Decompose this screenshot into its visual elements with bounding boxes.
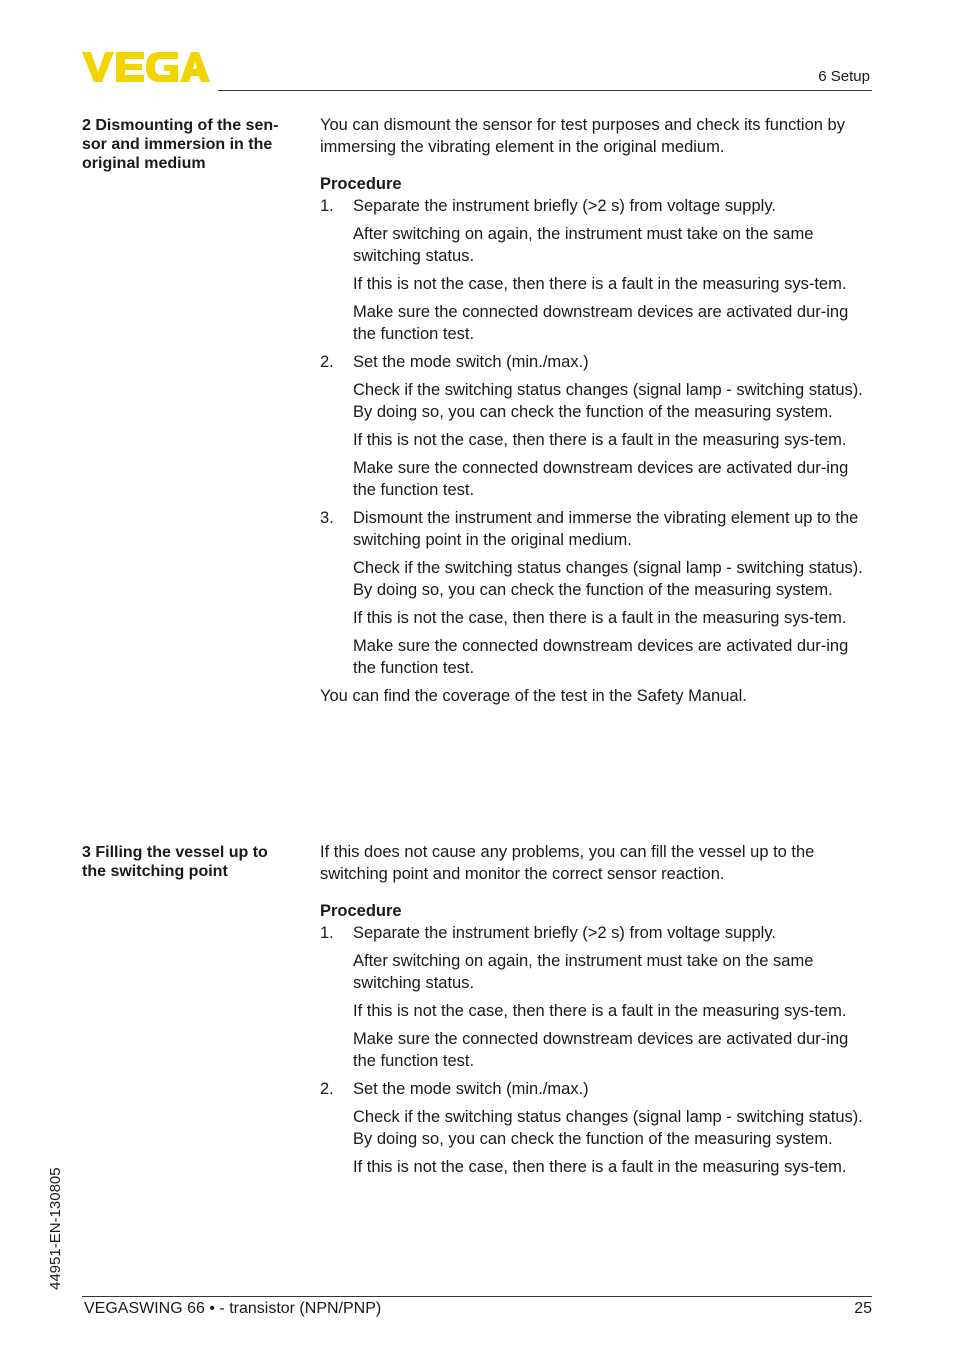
header-section-title: 6 Setup [818, 68, 870, 85]
section-heading [82, 116, 310, 173]
footer-product: VEGASWING 66 • - transistor (NPN/PNP) [84, 1300, 382, 1317]
heading-line: 2 Dismounting of the sen- [82, 117, 279, 134]
step-detail: Make sure the connected downstream devices are activated dur-ing the function test. [353, 303, 849, 343]
section-body [320, 114, 875, 707]
step-text: Set the mode switch (min./max.) [353, 1080, 589, 1098]
section-body [320, 841, 875, 1184]
step-detail: Check if the switching status changes (signal lamp - switching status). By doing so, you can check the function of the measuring system. [353, 381, 863, 421]
heading-line: the switching point [82, 863, 228, 880]
intro-paragraph: You can dismount the sensor for test purposes and check its function by immersing the vibrating element in the original medium. [320, 116, 845, 156]
step-item [320, 507, 875, 679]
step-number: 1. [320, 197, 334, 215]
intro-paragraph: If this does not cause any problems, you can fill the vessel up to the switching point and monitor the correct sensor reaction. [320, 843, 815, 883]
heading-line: original medium [82, 155, 206, 172]
step-text: Dismount the instrument and immerse the vibrating element up to the switching point in the original medium. [353, 509, 859, 549]
step-text: Separate the instrument briefly (>2 s) from voltage supply. [353, 924, 776, 942]
step-item [320, 195, 875, 345]
step-detail: Make sure the connected downstream devices are activated dur-ing the function test. [353, 1030, 849, 1070]
step-item [320, 922, 875, 1072]
step-detail: After switching on again, the instrument must take on the same switching status. [353, 225, 814, 265]
step-detail: Make sure the connected downstream devices are activated dur-ing the function test. [353, 459, 849, 499]
step-detail: Check if the switching status changes (signal lamp - switching status). By doing so, you can check the function of the measuring system. [353, 1108, 863, 1148]
heading-line: 3 Filling the vessel up to [82, 844, 268, 861]
footer-rule [82, 1296, 872, 1297]
step-detail: If this is not the case, then there is a fault in the measuring sys-tem. [353, 275, 847, 293]
step-item [320, 351, 875, 501]
vega-logo [82, 52, 210, 82]
step-text: Set the mode switch (min./max.) [353, 353, 589, 371]
section-heading [82, 843, 310, 881]
step-number: 2. [320, 1080, 334, 1098]
procedure-label: Procedure [320, 175, 402, 193]
step-number: 2. [320, 353, 334, 371]
step-item [320, 1078, 875, 1178]
step-number: 3. [320, 509, 334, 527]
closing-paragraph: You can find the coverage of the test in the Safety Manual. [320, 687, 747, 705]
document-code: 44951-EN-130805 [47, 1167, 64, 1290]
step-detail: If this is not the case, then there is a fault in the measuring sys-tem. [353, 1158, 847, 1176]
step-detail: After switching on again, the instrument must take on the same switching status. [353, 952, 814, 992]
page-number: 25 [854, 1300, 872, 1317]
procedure-label: Procedure [320, 902, 402, 920]
step-number: 1. [320, 924, 334, 942]
step-text: Separate the instrument briefly (>2 s) from voltage supply. [353, 197, 776, 215]
heading-line: sor and immersion in the [82, 136, 273, 153]
step-detail: If this is not the case, then there is a fault in the measuring sys-tem. [353, 1002, 847, 1020]
step-detail: Check if the switching status changes (signal lamp - switching status). By doing so, you can check the function of the measuring system. [353, 559, 863, 599]
step-detail: Make sure the connected downstream devices are activated dur-ing the function test. [353, 637, 849, 677]
step-detail: If this is not the case, then there is a fault in the measuring sys-tem. [353, 609, 847, 627]
header-rule [218, 90, 872, 91]
step-detail: If this is not the case, then there is a fault in the measuring sys-tem. [353, 431, 847, 449]
